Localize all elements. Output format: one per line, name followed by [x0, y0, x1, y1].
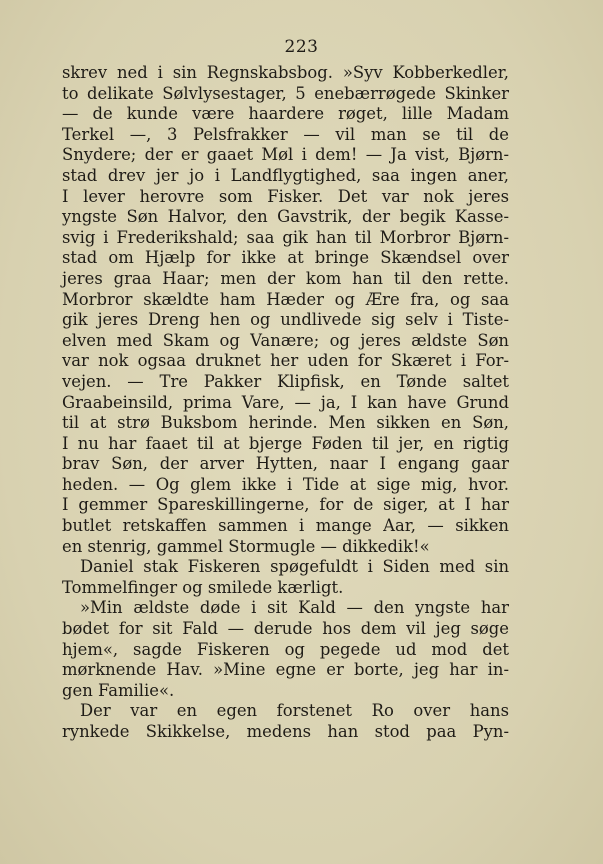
text-line: gik jeres Dreng hen og undlivede sig selv i Tiste-: [62, 310, 509, 330]
text-line: I lever herovre som Fisker. Det var nok jeres: [62, 186, 509, 206]
text-line: — de kunde være haardere røget, lille Madam: [62, 104, 509, 124]
text-line: heden. — Og glem ikke i Tide at sige mig, hvor.: [62, 474, 509, 494]
text-line: vejen. — Tre Pakker Klipfisk, en Tønde saltet: [62, 371, 509, 391]
text-line: var nok ogsaa druknet her uden for Skæret i For-: [62, 351, 509, 371]
page-number: 223: [284, 37, 319, 57]
text-line: elven med Skam og Vanære; og jeres ældste Søn: [62, 330, 509, 350]
text-line: I nu har faaet til at bjerge Føden til jer, en rigtig: [62, 433, 509, 453]
text-line: bødet for sit Fald — derude hos dem vil jeg søge: [62, 619, 509, 639]
text-line: Morbror skældte ham Hæder og Ære fra, og saa: [62, 289, 509, 309]
text-line: »Min ældste døde i sit Kald — den yngste har: [80, 598, 509, 618]
text-line: Graabeinsild, prima Vare, — ja, I kan have Grund: [62, 392, 509, 412]
text-line: skrev ned i sin Regnskabsbog. »Syv Kobberkedler,: [62, 63, 509, 82]
text-line: Terkel —, 3 Pelsfrakker — vil man se til de: [62, 124, 509, 144]
text-line: hjem«, sagde Fiskeren og pegede ud mod det: [62, 639, 509, 659]
text-line: gen Familie«.: [62, 680, 175, 700]
text-line: yngste Søn Halvor, den Gavstrik, der begik Kasse-: [62, 207, 509, 227]
text-line: I gemmer Spareskillingerne, for de siger, at I har: [62, 495, 509, 515]
text-line: jeres graa Haar; men der kom han til den rette.: [62, 268, 509, 288]
text-line: Daniel stak Fiskeren spøgefuldt i Siden med sin: [80, 557, 509, 577]
text-line: Tommelfinger og smilede kærligt.: [62, 577, 344, 597]
text-line: mørknende Hav. »Mine egne er borte, jeg har in-: [62, 660, 509, 680]
body-text: [62, 63, 509, 743]
text-line: til at strø Buksbom herinde. Men sikken en Søn,: [62, 413, 509, 433]
text-line: butlet retskaffen sammen i mange Aar, — sikken: [62, 516, 509, 536]
text-line: stad drev jer jo i Landflygtighed, saa ingen aner,: [62, 165, 509, 185]
text-line: en stenrig, gammel Stormugle — dikkedik!«: [62, 536, 430, 556]
text-line: svig i Frederikshald; saa gik han til Morbror Bjørn-: [62, 227, 509, 247]
text-line: stad om Hjælp for ikke at bringe Skændsel over: [62, 248, 509, 268]
text-line: brav Søn, der arver Hytten, naar I engang gaar: [62, 454, 509, 474]
text-line: Snydere; der er gaaet Møl i dem! — Ja vist, Bjørn-: [62, 145, 509, 165]
text-line: rynkede Skikkelse, medens han stod paa Pyn-: [62, 722, 509, 741]
text-line: Der var en egen forstenet Ro over hans: [80, 701, 509, 721]
text-line: to delikate Sølvlysestager, 5 enebærrøgede Skinker: [62, 83, 509, 103]
